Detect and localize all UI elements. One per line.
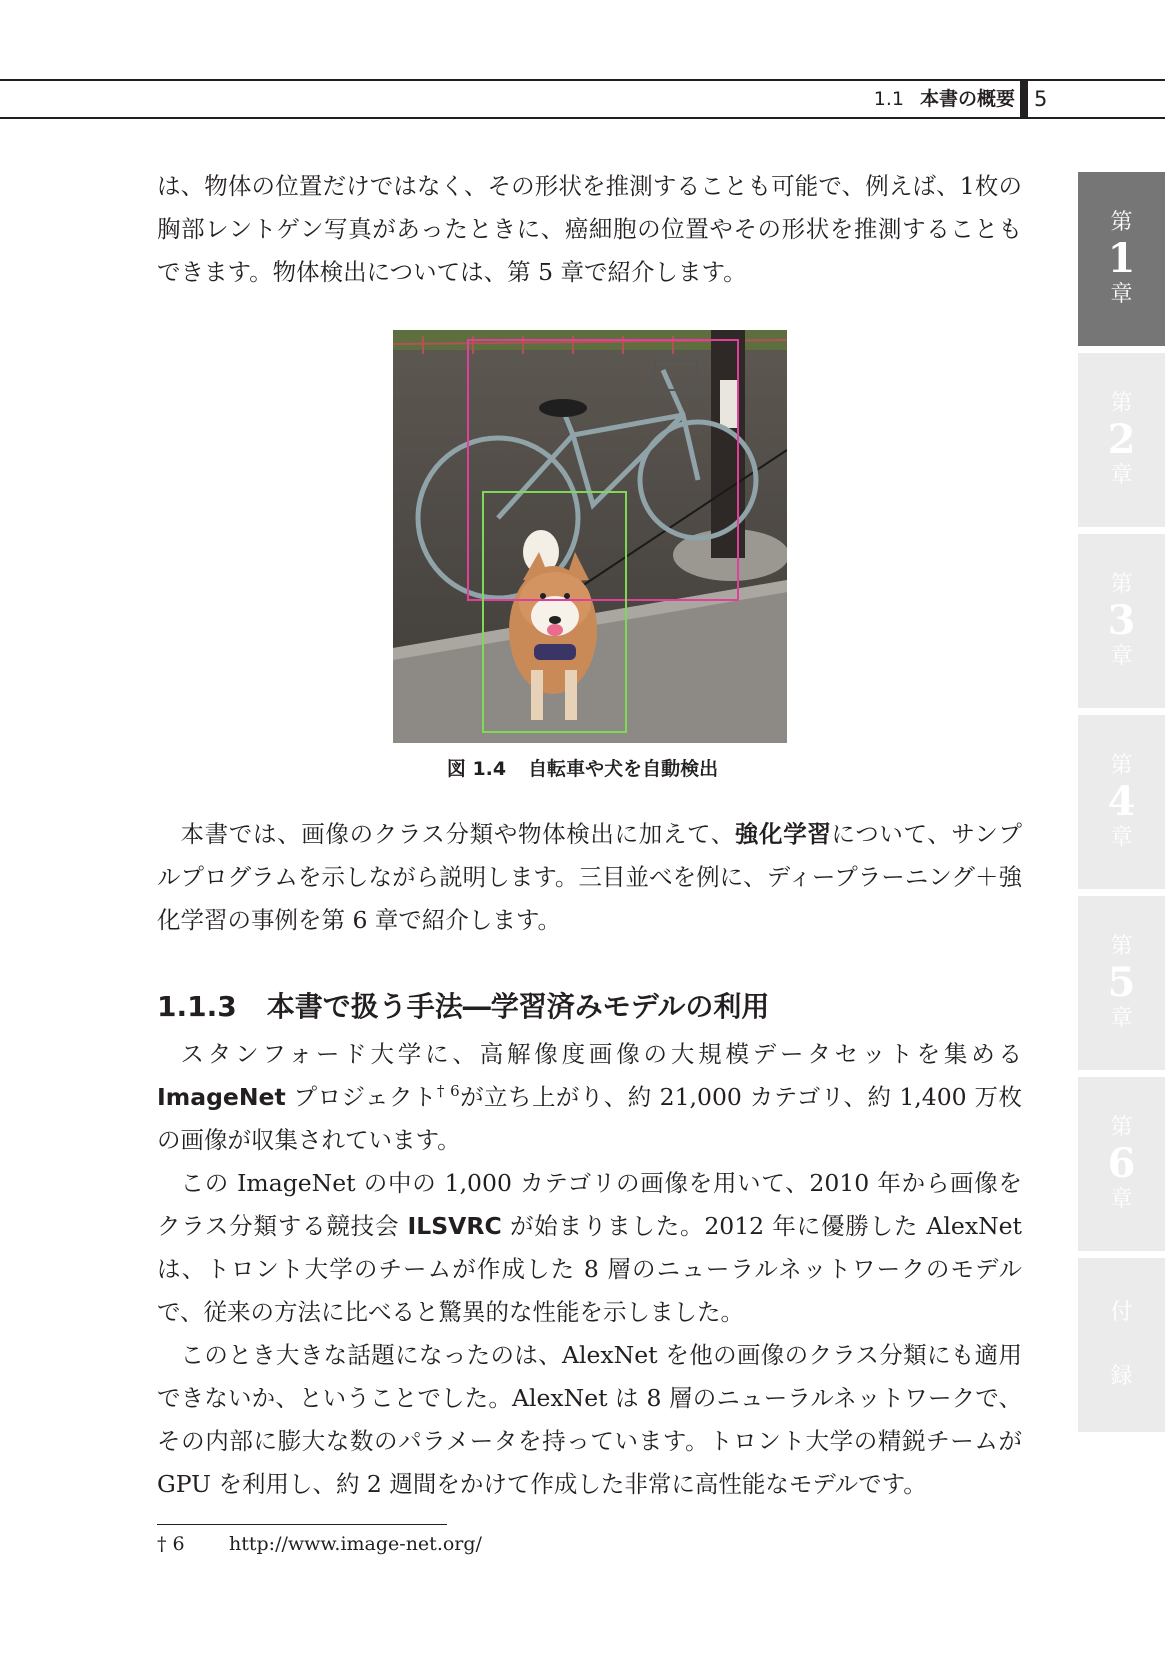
paragraph-alexnet: このとき大きな話題になったのは、AlexNet を他の画像のクラス分類にも適用できないか、ということでした。AlexNet は 8 層のニューラルネットワークで、その内部に膨大な数のパラメータを持っています。トロント大学の精鋭チームが GPU を利用し、約 2 週間をかけて作成した非常に高性能なモデルです。	[157, 1341, 1022, 1498]
paragraph-object-detection: は、物体の位置だけではなく、その形状を推測することも可能で、例えば、1枚の胸部レントゲン写真があったときに、癌細胞の位置やその形状を推測することもできます。物体検出については、第 5 章で紹介します。	[157, 172, 1022, 286]
figure-caption-text: 自転車や犬を自動検出	[528, 758, 719, 780]
chapter-tab-suffix: 章	[1110, 282, 1133, 307]
footnote	[157, 1529, 482, 1559]
appendix-tab-suffix: 録	[1110, 1364, 1133, 1389]
chapter-tab-1[interactable]	[1078, 172, 1165, 346]
running-head	[874, 84, 1015, 114]
figure-photo	[393, 330, 787, 743]
chapter-tab-number: 2	[1107, 416, 1136, 463]
paragraph-reinforcement	[157, 813, 1022, 942]
header-rule-top	[0, 79, 1165, 81]
section-heading-title: 本書で扱う手法―学習済みモデルの利用	[266, 990, 770, 1023]
header-rule-bottom	[0, 117, 1165, 119]
chapter-tab-prefix: 第	[1110, 1115, 1133, 1140]
footnote-rule	[157, 1524, 447, 1525]
chapter-tab-number: 5	[1107, 959, 1136, 1006]
chapter-tab-prefix: 第	[1110, 210, 1133, 235]
photo-bicycle-saddle	[539, 399, 587, 417]
chapter-tab-4[interactable]	[1078, 715, 1165, 889]
body-block-top	[157, 165, 1022, 294]
paragraph-text: について、サンプルプログラムを示しながら説明します。三目並べを例に、ディープラーニング＋強化学習の事例を第 6 章で紹介します。	[157, 820, 1023, 934]
chapter-tab-5[interactable]	[1078, 896, 1165, 1070]
footnote-reference[interactable]: † 6	[436, 1082, 460, 1101]
paragraph-text: 本書では、画像のクラス分類や物体検出に加えて、	[180, 820, 735, 848]
photo-pole-sign	[720, 380, 737, 428]
chapter-tab-suffix: 章	[1110, 463, 1133, 488]
paragraph-text: スタンフォード大学に、高解像度画像の大規模データセットを集める	[180, 1040, 1022, 1068]
chapter-tab-2[interactable]	[1078, 353, 1165, 527]
figure-label: 図 1.4	[446, 758, 507, 780]
chapter-tab-prefix: 第	[1110, 753, 1133, 778]
term-imagenet: ImageNet	[157, 1083, 286, 1111]
footnote-mark: † 6	[157, 1533, 185, 1555]
chapter-tab-suffix: 章	[1110, 1006, 1133, 1031]
paragraph-text: この ImageNet の中の 1,000 カテゴリの画像を用いて、2010 年から画像をクラス分類する競技会	[157, 1169, 1022, 1240]
chapter-tab-number: 3	[1107, 597, 1136, 644]
running-head-section-title: 本書の概要	[919, 88, 1015, 110]
chapter-tab-number: 4	[1107, 778, 1136, 825]
chapter-tab-suffix: 章	[1110, 825, 1133, 850]
running-head-section-number: 1.1	[873, 88, 904, 110]
paragraph-ilsvrc	[157, 1162, 1022, 1334]
photo-pole	[711, 330, 745, 558]
paragraph-text: が立ち上がり、約 21,000 カテゴリ、約 1,400 万枚の画像が収集されています。	[157, 1083, 1022, 1154]
chapter-tab-prefix: 第	[1110, 391, 1133, 416]
chapter-tab-number: 1	[1107, 235, 1136, 282]
body-block-section	[157, 1033, 1022, 1506]
chapter-tabs	[1078, 172, 1165, 1439]
running-head-bar	[1020, 81, 1028, 117]
term-ilsvrc: ILSVRC	[407, 1212, 502, 1240]
chapter-tab-3[interactable]	[1078, 534, 1165, 708]
chapter-tab-prefix: 第	[1110, 934, 1133, 959]
paragraph-text: プロジェクト	[285, 1083, 437, 1111]
chapter-tab-6[interactable]	[1078, 1077, 1165, 1251]
paragraph-imagenet	[157, 1033, 1022, 1162]
appendix-tab-prefix: 付	[1110, 1300, 1133, 1325]
section-heading-number: 1.1.3	[157, 990, 237, 1023]
body-block-middle	[157, 813, 1022, 942]
chapter-tab-prefix: 第	[1110, 572, 1133, 597]
section-heading	[157, 985, 769, 1029]
figure-caption	[0, 754, 1165, 781]
emphasis-reinforcement-learning: 強化学習	[734, 820, 832, 848]
paragraph-text: が始まりました。2012 年に優勝した AlexNet は、トロント大学のチームが作成した 8 層のニューラルネットワークのモデルで、従来の方法に比べると驚異的な性能を示しました。	[157, 1212, 1022, 1326]
chapter-tab-number: 6	[1107, 1140, 1136, 1187]
chapter-tab-suffix: 章	[1110, 644, 1133, 669]
chapter-tab-appendix[interactable]	[1078, 1258, 1165, 1432]
chapter-tab-suffix: 章	[1110, 1187, 1133, 1212]
footnote-url[interactable]: http://www.image-net.org/	[229, 1533, 482, 1555]
page-number: 5	[1034, 87, 1048, 111]
